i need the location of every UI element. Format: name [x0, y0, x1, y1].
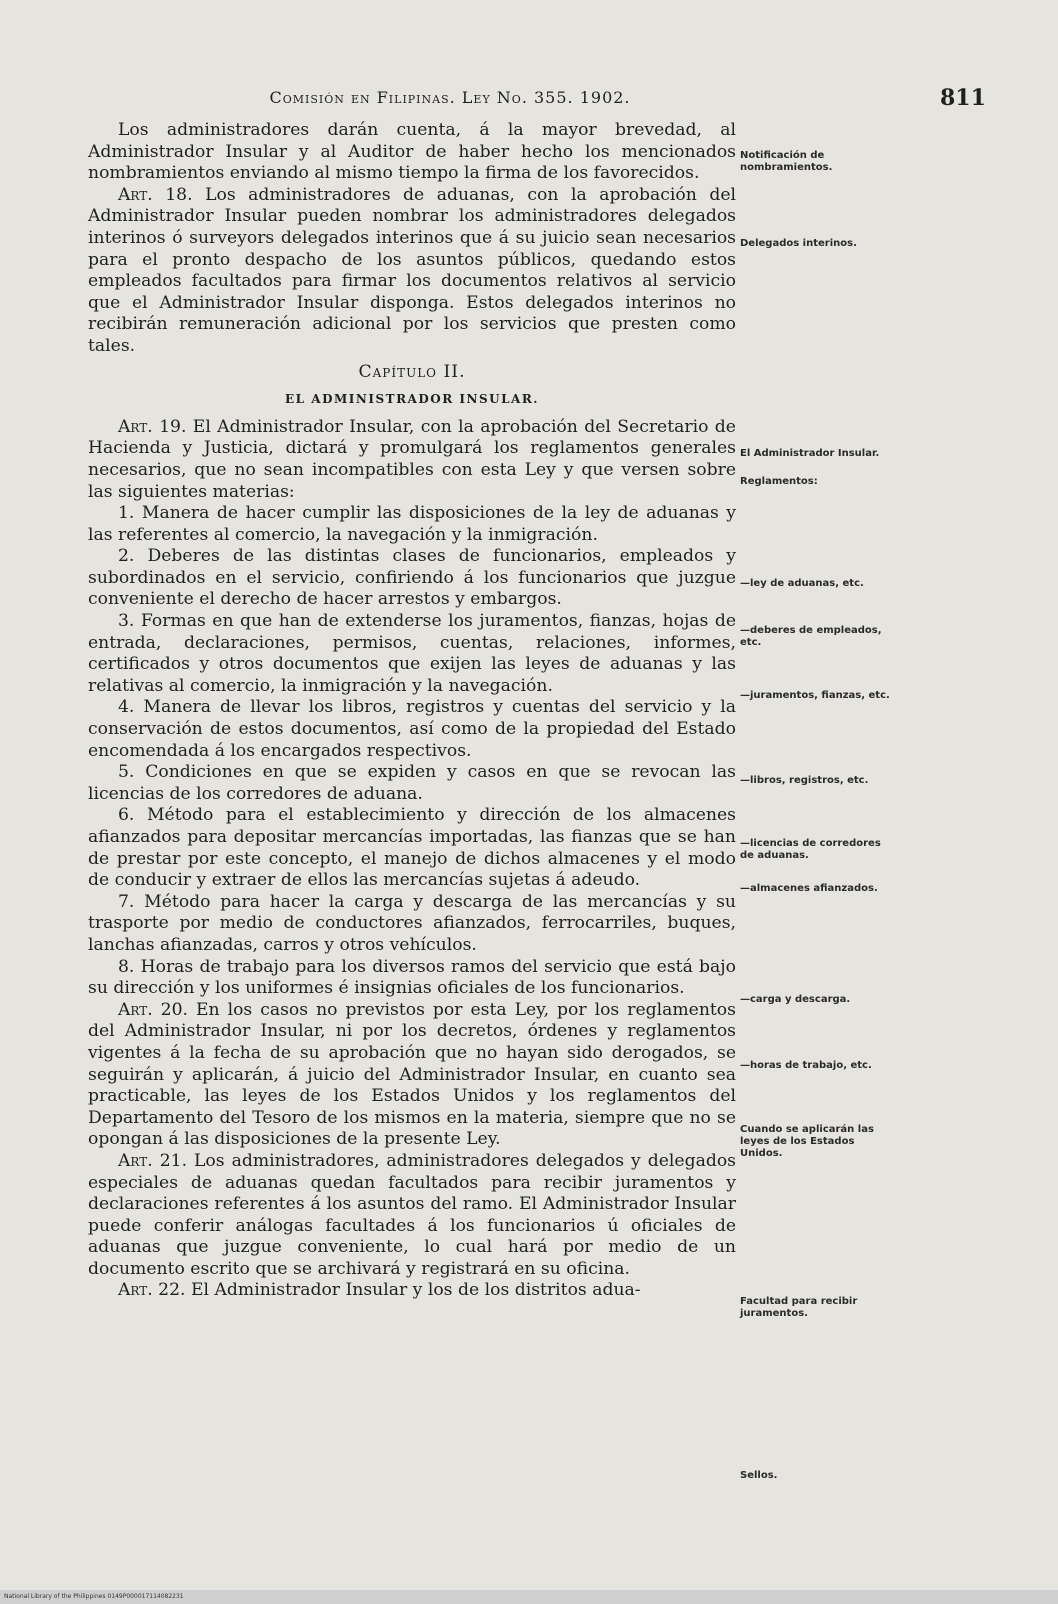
article-text: El Administrador Insular, con la aprobación del Secretario de Hacienda y Justicia, dictará y promulgará los reglamentos generales necesarios, que no sean incompatibles con esta Ley y que versen sobre las siguientes materias: — [88, 416, 736, 502]
body-text — [88, 120, 736, 1302]
article-21 — [88, 1151, 736, 1281]
article-label: Art. 18. — [118, 184, 193, 205]
list-item-1: 1. Manera de hacer cumplir las disposiciones de la ley de aduanas y las referentes al comercio, la navegación y la inmigración. — [88, 503, 736, 545]
article-text: Los administradores, administradores delegados y delegados especiales de aduanas quedan facultados para recibir juramentos y declaraciones referentes á los asuntos del ramo. El Administrador Insular puede conferir análogas facultades á los funcionarios ú oficiales de aduanas que juzgue conveniente, lo cual hará por medio de un documento escrito que se archivará y registrará en su oficina. — [88, 1150, 736, 1279]
margin-note: —carga y descarga. — [740, 994, 851, 1005]
margin-note: Cuando se aplicarán las leyes de los Estados Unidos. — [740, 1124, 874, 1159]
margin-note: Delegados interinos. — [740, 238, 857, 249]
article-label: Art. 20. — [118, 999, 189, 1020]
article-20 — [88, 1000, 736, 1151]
article-label: Art. 19. — [118, 416, 187, 437]
chapter-title: Capítulo II. — [358, 361, 466, 382]
paragraph-notificacion: Los administradores darán cuenta, á la mayor brevedad, al Administrador Insular y al Auditor de haber hecho los mencionados nombramientos enviando al mismo tiempo la firma de los favorecidos. — [88, 120, 736, 184]
list-item-7: 7. Método para hacer la carga y descarga de las mercancías y su trasporte por medio de conductores afianzados, ferrocarriles, buques, lanchas afianzadas, carros y otros vehículos. — [88, 891, 736, 955]
article-label: Art. 22. — [118, 1280, 186, 1301]
article-text: En los casos no previstos por esta Ley, por los reglamentos del Administrador Insular, ni por los decretos, órdenes y reglamentos vigentes á la fecha de su aprobación que no hayan sido derogados, se seguirán y aplicarán, á juicio del Administrador Insular, en cuanto sea practicable, las leyes de los Estados Unidos y los reglamentos del Departamento del Tesoro de los mismos en la materia, siempre que no se opongan á las disposiciones de la presente Ley. — [88, 999, 736, 1150]
footer-credit: National Library of the Philippines 0149P000017114082231 — [0, 1590, 1058, 1604]
list-item-2: 2. Deberes de las distintas clases de funcionarios, empleados y subordinados en el servicio, confiriendo á los funcionarios que juzgue conveniente el derecho de hacer arrestos y embargos. — [88, 546, 736, 610]
margin-note: El Administrador Insular. — [740, 448, 880, 459]
list-item-8: 8. Horas de trabajo para los diversos ramos del servicio que está bajo su dirección y los uniformes é insignias oficiales de los funcionarios. — [88, 956, 736, 999]
article-text: Los administradores de aduanas, con la aprobación del Administrador Insular pueden nombrar los administradores delegados interinos ó surveyors delegados interinos que á su juicio sean necesarios para el pronto despacho de los asuntos públicos, quedando estos empleados facultados para firmar los documentos relativos al servicio que el Administrador Insular disponga. Estos delegados interinos no recibirán remuneración adicional por los servicios que presten como tales. — [88, 184, 736, 356]
margin-note: —licencias de corredores de aduanas. — [740, 838, 881, 861]
list-item-4: 4. Manera de llevar los libros, registros y cuentas del servicio y la conservación de estos documentos, así como de la propiedad del Estado encomendada á los encargados respectivos. — [88, 697, 736, 761]
margin-note: Notificación de nombramientos. — [740, 150, 833, 173]
margin-note: Reglamentos: — [740, 476, 818, 487]
margin-note: —juramentos, fianzas, etc. — [740, 690, 890, 701]
list-item-5: 5. Condiciones en que se expiden y casos en que se revocan las licencias de los corredores de aduana. — [88, 762, 736, 804]
margin-note: —almacenes afianzados. — [740, 883, 878, 894]
article-text: El Administrador Insular y los de los distritos adua- — [185, 1280, 641, 1301]
margin-note: Sellos. — [740, 1470, 778, 1481]
running-title: Comisión en Filipinas. Ley No. 355. 1902. — [269, 88, 631, 107]
article-18 — [88, 185, 736, 358]
list-item-6: 6. Método para el establecimiento y dirección de los almacenes afianzados para depositar mercancías importadas, las fianzas que se han de prestar por este concepto, el manejo de dichos almacenes y el modo de conducir y extraer de ellos las mercancías sujetas á adeudo. — [88, 805, 736, 891]
margin-note: Facultad para recibir juramentos. — [740, 1296, 858, 1319]
list-item-3: 3. Formas en que han de extenderse los juramentos, fianzas, hojas de entrada, declaraciones, permisos, cuentas, relaciones, informes, certificados y otros documentos que exijen las leyes de aduanas y las relativas al comercio, la inmigración y la navegación. — [88, 611, 736, 696]
margin-note: —libros, registros, etc. — [740, 775, 869, 786]
margin-note: —ley de aduanas, etc. — [740, 578, 864, 589]
margin-note: —deberes de empleados, etc. — [740, 625, 882, 648]
margin-note: —horas de trabajo, etc. — [740, 1060, 872, 1071]
chapter-subtitle: EL ADMINISTRADOR INSULAR. — [285, 392, 539, 407]
article-22 — [88, 1280, 736, 1302]
article-19 — [88, 417, 736, 503]
page-number: 811 — [940, 85, 986, 111]
article-label: Art. 21. — [118, 1150, 188, 1171]
